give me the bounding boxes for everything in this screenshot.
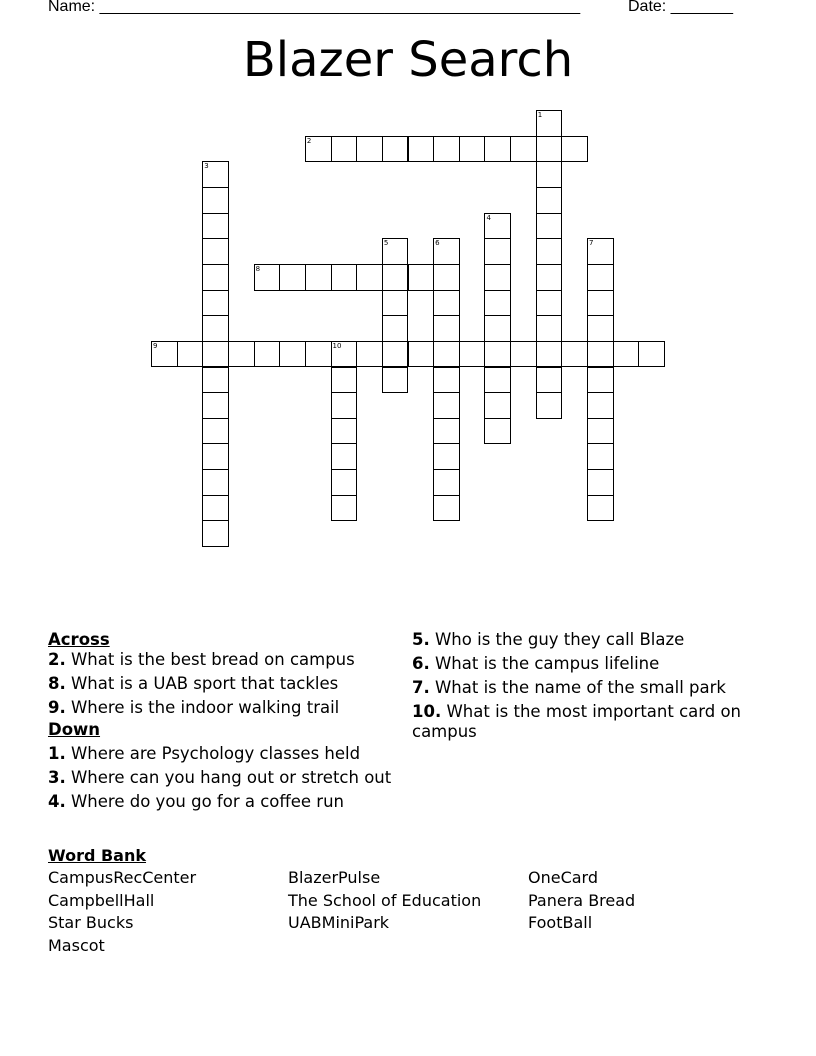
clue-text: Where can you hang out or stretch out xyxy=(65,768,392,787)
crossword-cell[interactable] xyxy=(536,110,563,137)
puzzle-title: Blazer Search xyxy=(242,32,574,88)
crossword-cell[interactable] xyxy=(587,392,614,419)
crossword-cell[interactable] xyxy=(433,315,460,342)
clue-down-4 xyxy=(48,792,393,812)
clue-down-3 xyxy=(48,768,393,788)
crossword-cell[interactable] xyxy=(331,341,358,368)
clue-number: 10. xyxy=(412,702,442,721)
clue-across-8 xyxy=(48,674,393,694)
crossword-cell[interactable] xyxy=(202,187,229,214)
clue-text: What is a UAB sport that tackles xyxy=(65,674,339,693)
crossword-cell[interactable] xyxy=(331,469,358,496)
clue-number: 2. xyxy=(48,650,66,669)
crossword-cell[interactable] xyxy=(536,187,563,214)
cell-number: 4 xyxy=(486,213,491,222)
crossword-cell[interactable] xyxy=(382,341,409,368)
clue-text: Where do you go for a coffee run xyxy=(65,792,344,811)
clue-text: Where is the indoor walking trail xyxy=(65,698,340,717)
crossword-cell[interactable] xyxy=(433,136,460,163)
clue-text: What is the best bread on campus xyxy=(65,650,355,669)
crossword-cell[interactable] xyxy=(382,136,409,163)
crossword-cell[interactable] xyxy=(536,264,563,291)
crossword-cell[interactable] xyxy=(638,341,665,368)
crossword-cell[interactable] xyxy=(254,341,281,368)
word-bank-item: Panera Bread xyxy=(528,890,636,910)
clue-text: What is the campus lifeline xyxy=(429,654,660,673)
word-bank-list xyxy=(48,867,768,956)
crossword-cell[interactable] xyxy=(408,341,435,368)
crossword-cell[interactable] xyxy=(433,238,460,265)
crossword-cell[interactable] xyxy=(587,418,614,445)
word-bank-item: Star Bucks xyxy=(48,913,134,932)
word-bank-item: OneCard xyxy=(528,868,599,887)
word-bank-item: The School of Education xyxy=(288,890,482,910)
crossword-cell[interactable] xyxy=(536,238,563,265)
crossword-cell[interactable] xyxy=(587,341,614,368)
crossword-cell[interactable] xyxy=(433,341,460,368)
crossword-cell[interactable] xyxy=(331,367,358,394)
crossword-cell[interactable] xyxy=(331,443,358,470)
crossword-cell[interactable] xyxy=(202,161,229,188)
crossword-cell[interactable] xyxy=(433,264,460,291)
cell-number: 1 xyxy=(537,111,543,119)
clue-across-9 xyxy=(48,698,393,718)
clue-text: Who is the guy they call Blaze xyxy=(429,630,685,649)
crossword-cell[interactable] xyxy=(382,264,409,291)
crossword-cell[interactable] xyxy=(510,136,537,163)
crossword-cell[interactable] xyxy=(484,136,511,163)
crossword-cell[interactable] xyxy=(459,341,486,368)
crossword-cell[interactable] xyxy=(356,264,383,291)
word-bank-item: UABMiniPark xyxy=(288,913,390,932)
crossword-cell[interactable] xyxy=(484,315,511,342)
crossword-cell[interactable] xyxy=(331,392,358,419)
crossword-cell[interactable] xyxy=(433,443,460,470)
cell-number: 6 xyxy=(435,239,440,248)
crossword-cell[interactable] xyxy=(356,136,383,163)
crossword-cell[interactable] xyxy=(459,136,486,163)
clue-down-10 xyxy=(412,702,757,742)
crossword-cell[interactable] xyxy=(433,495,460,522)
crossword-cell[interactable] xyxy=(536,367,563,394)
crossword-cell[interactable] xyxy=(202,290,229,317)
crossword-cell[interactable] xyxy=(331,495,358,522)
clue-number: 8. xyxy=(48,674,66,693)
crossword-cell[interactable] xyxy=(587,315,614,342)
clue-number: 6. xyxy=(412,654,430,673)
date-field-label: Date: _______ xyxy=(628,0,733,15)
crossword-cell[interactable] xyxy=(536,136,563,163)
word-bank xyxy=(48,846,768,956)
word-bank-heading: Word Bank xyxy=(48,846,147,865)
crossword-cell[interactable] xyxy=(536,213,563,240)
crossword-cell[interactable] xyxy=(536,341,563,368)
crossword-cell[interactable] xyxy=(433,290,460,317)
clue-down-7 xyxy=(412,678,757,698)
crossword-cell[interactable] xyxy=(305,341,332,368)
crossword-cell[interactable] xyxy=(382,238,409,265)
crossword-cell[interactable] xyxy=(228,341,255,368)
crossword-cell[interactable] xyxy=(305,264,332,291)
clue-number: 4. xyxy=(48,792,66,811)
crossword-cell[interactable] xyxy=(484,341,511,368)
clues-left-column xyxy=(48,630,393,816)
crossword-cell[interactable] xyxy=(536,392,563,419)
crossword-cell[interactable] xyxy=(305,136,332,163)
down-heading: Down xyxy=(48,720,101,739)
crossword-cell[interactable] xyxy=(331,136,358,163)
crossword-cell[interactable] xyxy=(408,264,435,291)
crossword-cell[interactable] xyxy=(587,264,614,291)
crossword-cell[interactable] xyxy=(536,290,563,317)
crossword-cell[interactable] xyxy=(484,392,511,419)
crossword-cell[interactable] xyxy=(202,443,229,470)
crossword-cell[interactable] xyxy=(177,341,204,368)
across-heading: Across xyxy=(48,630,110,649)
crossword-cell[interactable] xyxy=(254,264,281,291)
crossword-cell[interactable] xyxy=(433,367,460,394)
cell-number: 3 xyxy=(204,162,209,171)
clue-text: What is the name of the small park xyxy=(429,678,726,697)
crossword-cell[interactable] xyxy=(561,136,588,163)
crossword-cell[interactable] xyxy=(202,469,229,496)
crossword-cell[interactable] xyxy=(433,392,460,419)
clue-number: 7. xyxy=(412,678,430,697)
crossword-cell[interactable] xyxy=(433,418,460,445)
crossword-cell[interactable] xyxy=(279,264,306,291)
crossword-cell[interactable] xyxy=(202,213,229,240)
word-bank-item: FootBall xyxy=(528,913,593,932)
word-bank-item: Mascot xyxy=(48,935,105,955)
cell-number: 9 xyxy=(153,341,158,350)
crossword-cell[interactable] xyxy=(587,495,614,522)
crossword-cell[interactable] xyxy=(202,341,229,368)
crossword-cell[interactable] xyxy=(331,418,358,445)
clue-number: 3. xyxy=(48,768,66,787)
word-bank-item: CampbellHall xyxy=(48,890,155,910)
crossword-cell[interactable] xyxy=(613,341,640,368)
crossword-cell[interactable] xyxy=(202,520,229,547)
clue-number: 5. xyxy=(412,630,430,649)
crossword-cell[interactable] xyxy=(484,418,511,445)
crossword-cell[interactable] xyxy=(382,290,409,317)
crossword-cell[interactable] xyxy=(202,418,229,445)
crossword-cell[interactable] xyxy=(408,136,435,163)
clue-across-2 xyxy=(48,650,393,670)
crossword-cell[interactable] xyxy=(151,341,178,368)
crossword-cell[interactable] xyxy=(356,341,383,368)
crossword-cell[interactable] xyxy=(382,367,409,394)
clue-down-5 xyxy=(412,630,757,650)
clue-down-6 xyxy=(412,654,757,674)
crossword-cell[interactable] xyxy=(202,315,229,342)
crossword-cell[interactable] xyxy=(587,469,614,496)
clue-text: Where are Psychology classes held xyxy=(65,744,361,763)
crossword-cell[interactable] xyxy=(484,264,511,291)
clues-right-column xyxy=(412,630,757,746)
cell-number: 10 xyxy=(332,341,342,350)
crossword-cell[interactable] xyxy=(202,392,229,419)
crossword-cell[interactable] xyxy=(510,341,537,368)
crossword-cell[interactable] xyxy=(202,495,229,522)
crossword-cell[interactable] xyxy=(587,367,614,394)
cell-number: 5 xyxy=(383,239,389,248)
cell-number: 2 xyxy=(306,136,312,145)
crossword-cell[interactable] xyxy=(484,290,511,317)
crossword-cell[interactable] xyxy=(484,213,511,240)
name-field-label: Name: ______________________________________________________ xyxy=(48,0,581,15)
crossword-cell[interactable] xyxy=(433,469,460,496)
clue-number: 1. xyxy=(48,744,66,763)
crossword-cell[interactable] xyxy=(202,238,229,265)
word-bank-item: CampusRecCenter xyxy=(48,868,197,887)
crossword-cell[interactable] xyxy=(331,264,358,291)
crossword-cell[interactable] xyxy=(587,238,614,265)
crossword-cell[interactable] xyxy=(484,238,511,265)
clue-down-1 xyxy=(48,744,393,764)
crossword-cell[interactable] xyxy=(202,264,229,291)
crossword-cell[interactable] xyxy=(561,341,588,368)
cell-number: 8 xyxy=(255,264,261,273)
crossword-cell[interactable] xyxy=(587,290,614,317)
clue-text: What is the most important card on campus xyxy=(412,702,742,741)
cell-number: 7 xyxy=(589,239,594,248)
word-bank-item: BlazerPulse xyxy=(288,868,381,887)
crossword-cell[interactable] xyxy=(484,367,511,394)
crossword-cell[interactable] xyxy=(587,443,614,470)
crossword-cell[interactable] xyxy=(279,341,306,368)
crossword-cell[interactable] xyxy=(536,315,563,342)
crossword-cell[interactable] xyxy=(382,315,409,342)
clue-number: 9. xyxy=(48,698,66,717)
crossword-cell[interactable] xyxy=(202,367,229,394)
crossword-cell[interactable] xyxy=(536,161,563,188)
